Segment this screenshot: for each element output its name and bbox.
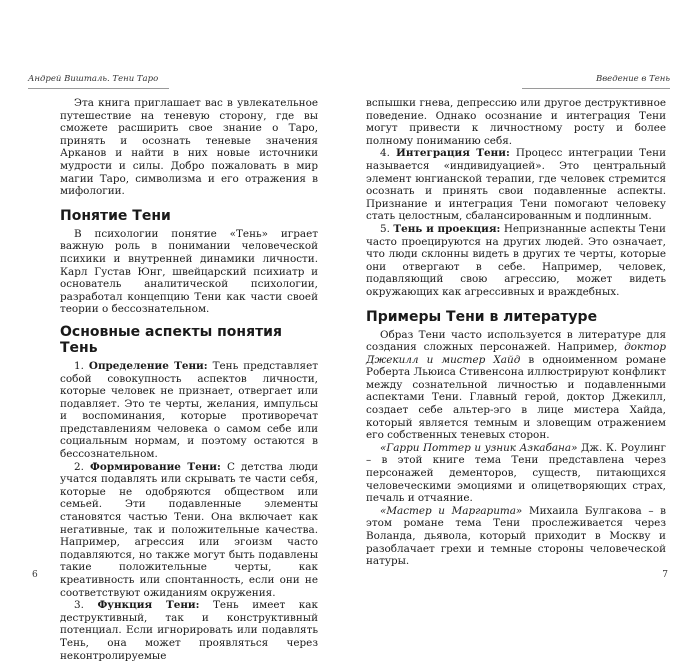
header-rule-left	[28, 88, 169, 89]
item-lead: Формирование Тени:	[90, 460, 221, 473]
master-text: Михаила Булгакова – в этом романе тема Тени прослеживается через Воланда, дьявола, который приходит в Москву и разоблачает грехи и темные стороны человеческой натуры.	[366, 504, 666, 568]
heading-aspects: Основные аспекты понятия Тень	[60, 323, 282, 356]
aspect-item-4	[366, 147, 666, 223]
item-lead: Определение Тени:	[88, 359, 208, 372]
running-head-left: Андрей Вишталь. Тени Таро	[28, 74, 159, 84]
concept-paragraph: В психологии понятие «Тень» играет важную роль в понимании человеческой психики и внутренней динамики личности. Карл Густав Юнг, швейцарский психиатр и основатель аналитической психологии, разработал концепцию Тени как части своей теории о бессознательном.	[60, 227, 318, 316]
potter-text: Дж. К. Роулинг – в этой книге тема Тени представлена через персонажей дементоров, существ, питающихся человеческими эмоциями и олицетворяющих страх, печаль и отчаяние.	[366, 441, 666, 505]
heading-examples: Примеры Тени в литературе	[366, 308, 598, 325]
examples-paragraph	[366, 329, 666, 442]
page-number-right: 7	[662, 570, 668, 580]
item-text: Тень представляет собой совокупность аспектов личности, которые человек не признает, отвергает или подавляет. Это те черты, желания, импульсы и воспоминания, которые противоречат представлениям человека о самом себе или социальным нормам, и поэтому остаются в бессознательном.	[60, 359, 318, 461]
intro-paragraph: Эта книга приглашает вас в увлекательное путешествие на теневую сторону, где вы сможете расширить свое знание о Таро, принять и осознать теневые значения Арканов и найти в них новые источники мудрости и силы. Добро пожаловать в мир магии Таро, символизма и его отражения в мифологии.	[60, 97, 318, 198]
item-number: 3.	[74, 599, 84, 612]
item-lead: Функция Тени:	[97, 599, 200, 612]
continuation-paragraph: вспышки гнева, депрессию или другое деструктивное поведение. Однако осознание и интеграция Тени могут привести к личностному росту и более полному пониманию себя.	[366, 97, 666, 147]
running-head-right: Введение в Тень	[595, 74, 670, 84]
item-number: 4.	[380, 147, 390, 160]
master-title: «Мастер и Маргарита»	[380, 504, 523, 517]
item-number: 1.	[74, 359, 84, 372]
item-text: Непризнанные аспекты Тени часто проецируются на других людей. Это означает, что люди склонны видеть в других те черты, которые они отвергают в себе. Например, человек, подавляющий свою агрессию, может видеть окружающих как агрессивных и враждебных.	[366, 222, 666, 298]
aspect-item-2	[60, 461, 318, 600]
aspect-item-5	[366, 223, 666, 299]
item-text: Процесс интеграции Тени называется «индивидуацией». Это центральный элемент юнгианской терапии, где человек стремится осознать и принять свои подавленные аспекты. Признание и интеграция Тени помогают человеку стать целостным, сбалансированным и подлинным.	[366, 147, 667, 223]
item-number: 2.	[74, 460, 84, 473]
item-text: С детства люди учатся подавлять или скрывать те части себя, которые не одобряются обществом или семьей. Эти подавленные элементы становятся частью Тени. Она включает как негативные, так и положительные качества. Например, агрессия или эгоизм часто подавляются, но также могут быть подавлены такие положительные черты, как креативность или спонтанность, если они не соответствуют ожиданиям окружения.	[60, 460, 319, 599]
potter-title: «Гарри Поттер и узник Азкабана»	[380, 441, 578, 454]
right-page	[350, 0, 700, 600]
aspect-item-1	[60, 360, 318, 461]
page-number-left: 6	[32, 570, 38, 580]
item-number: 5.	[380, 222, 390, 235]
aspect-item-3	[60, 599, 318, 662]
item-lead: Тень и проекция:	[393, 222, 501, 235]
item-lead: Интеграция Тени:	[396, 147, 510, 160]
examples-text-2: в одноименном романе Роберта Льюиса Стивенсона иллюстрируют конфликт между сознательной личностью и подавленными аспектами Тени. Главный герой, доктор Джекилл, создает себе альтер-эго в лице мистера Хайда, который является темным и зловещим отражением его собственных теневых сторон.	[366, 353, 666, 442]
examples-text-1: Образ Тени часто используется в литературе для создания сложных персонажей. Например,	[366, 328, 666, 354]
left-text-column	[60, 97, 318, 662]
right-text-column	[366, 97, 666, 568]
potter-paragraph	[366, 442, 666, 505]
master-paragraph	[366, 505, 666, 568]
item-text: Тень имеет как деструктивный, так и конструктивный потенциал. Если игнорировать или подавлять Тень, она может проявляться через неконтролируемые	[60, 599, 318, 662]
jekyll-hyde-italic: доктор Джекилл и мистер Хайд	[366, 341, 666, 366]
heading-concept: Понятие Тени	[60, 207, 171, 224]
header-rule-right	[522, 88, 670, 89]
